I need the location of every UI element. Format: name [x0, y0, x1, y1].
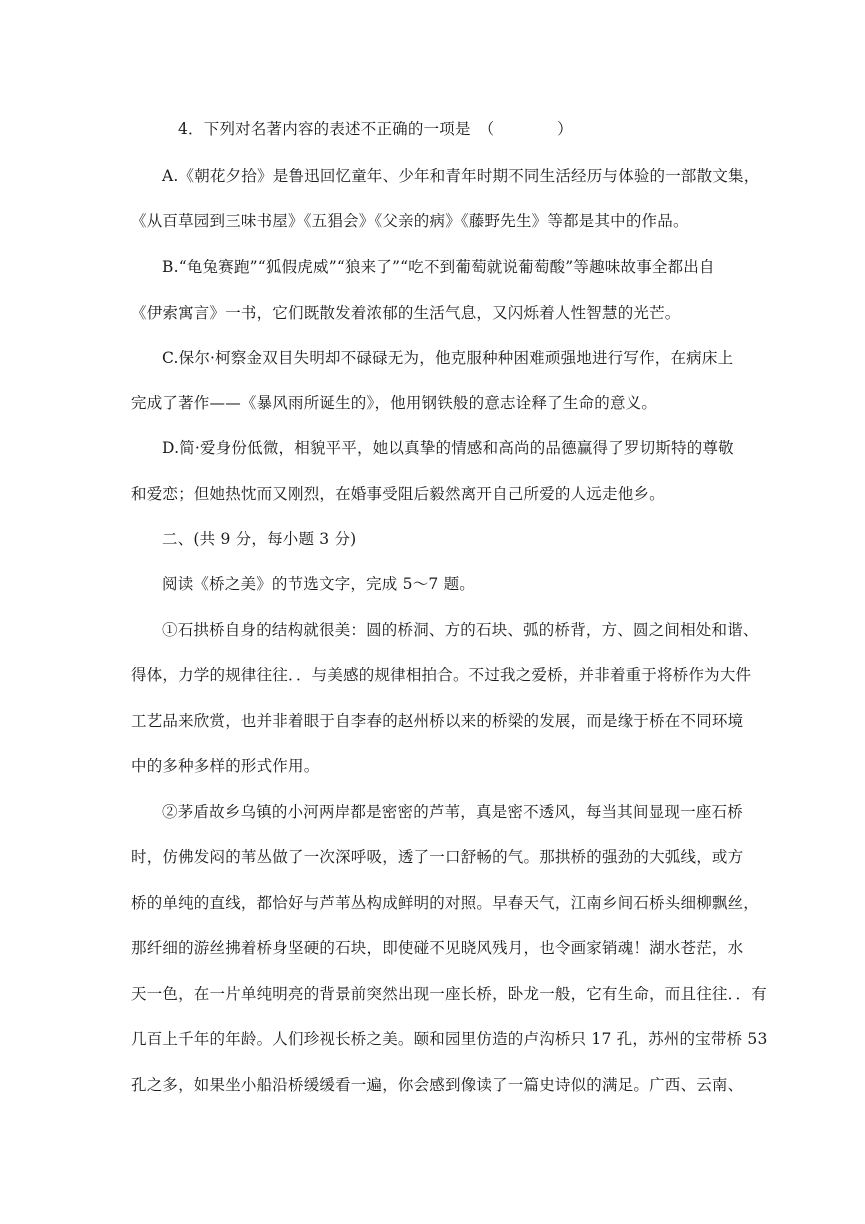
- passage-p2-line-2: 时，仿佛发闷的苇丛做了一次深呼吸，透了一口舒畅的气。那拱桥的强劲的大弧线，或方: [131, 848, 744, 866]
- passage-p1-line-2: 得体，力学的规律往往．．与美感的规律相拍合。不过我之爱桥，并非着重于将桥作为大件: [131, 666, 752, 684]
- passage-p2-line-6: 几百上千年的年龄。人们珍视长桥之美。颐和园里仿造的卢沟桥只 17 孔，苏州的宝带桥 53: [131, 1030, 768, 1048]
- option-c-line-1: C.保尔·柯察金双目失明却不碌碌无为，他克服种种困难顽强地进行写作，在病床上: [162, 349, 734, 367]
- option-b-line-1: B.“龟兔赛跑”“狐假虎威”“狼来了”“吃不到葡萄就说葡萄酸”等趣味故事全都出自: [162, 258, 715, 276]
- option-b-line-2: 《伊索寓言》一书，它们既散发着浓郁的生活气息，又闪烁着人性智慧的光芒。: [131, 304, 681, 322]
- section-2-instruction: 阅读《桥之美》的节选文字，完成 5～7 题。: [162, 575, 475, 593]
- option-a-line-2: 《从百草园到三味书屋》《五猖会》《父亲的病》《藤野先生》等都是其中的作品。: [131, 212, 689, 230]
- passage-p2-line-7: 孔之多，如果坐小船沿桥缓缓看一遍，你会感到像读了一篇史诗似的满足。广西、云南、: [131, 1076, 744, 1094]
- passage-p1-line-1: ①石拱桥自身的结构就很美：圆的桥洞、方的石块、弧的桥背，方、圆之间相处和谐、: [162, 621, 759, 639]
- option-a-line-1: A.《朝花夕拾》是鲁迅回忆童年、少年和青年时期不同生活经历与体验的一部散文集，: [162, 167, 760, 185]
- passage-p2-line-4: 那纤细的游丝拂着桥身坚硬的石块，即使碰不见晓风残月，也令画家销魂！湖水苍茫，水: [131, 939, 744, 957]
- option-c-line-2: 完成了著作——《暴风雨所诞生的》，他用钢铁般的意志诠释了生命的意义。: [131, 394, 658, 412]
- passage-p1-line-4: 中的多种多样的形式作用。: [131, 757, 320, 775]
- passage-p1-line-3: 工艺品来欣赏，也并非着眼于自李春的赵州桥以来的桥梁的发展，而是缘于桥在不同环境: [131, 712, 744, 730]
- passage-p2-line-3: 桥的单纯的直线，都恰好与芦苇丛构成鲜明的对照。早春天气，江南乡间石桥头细柳飘丝，: [131, 894, 760, 912]
- question-4-stem: 4．下列对名著内容的表述不正确的一项是 （ ）: [178, 120, 573, 138]
- section-2-heading: 二、(共 9 分，每小题 3 分): [162, 530, 357, 548]
- option-d-line-2: 和爱恋；但她热忱而又刚烈，在婚事受阻后毅然离开自己所爱的人远走他乡。: [131, 485, 665, 503]
- passage-p2-line-1: ②茅盾故乡乌镇的小河两岸都是密密的芦苇，真是密不透风，每当其间显现一座石桥: [162, 803, 743, 821]
- option-d-line-1: D.简·爱身份低微，相貌平平，她以真挚的情感和高尚的品德赢得了罗切斯特的尊敬: [162, 439, 734, 457]
- passage-p2-line-5: 天一色，在一片单纯明亮的背景前突然出现一座长桥，卧龙一般，它有生命，而且往往．．有: [131, 985, 767, 1003]
